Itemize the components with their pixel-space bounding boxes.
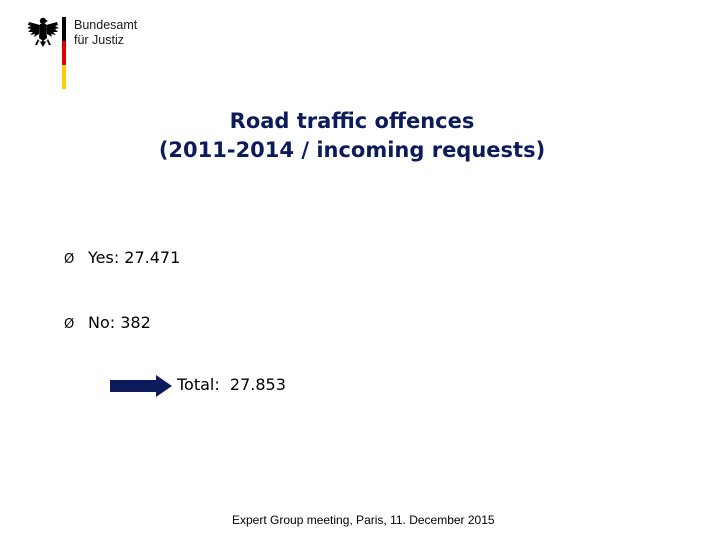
org-name-line2: für Justiz bbox=[74, 33, 125, 47]
bullet-yes bbox=[64, 248, 180, 270]
organization-name bbox=[74, 18, 137, 48]
federal-eagle-icon bbox=[26, 14, 60, 54]
german-flag-bar bbox=[62, 17, 66, 89]
slide-title-line1: Road traffic offences bbox=[229, 109, 475, 133]
bullet-yes-label: Yes: 27.471 bbox=[88, 248, 181, 267]
bullet-no bbox=[64, 313, 151, 335]
slide-title-line2: (2011-2014 / incoming requests) bbox=[158, 138, 546, 162]
org-name-line1: Bundesamt bbox=[74, 18, 138, 32]
flag-black-segment bbox=[62, 17, 66, 41]
total-label: Total: 27.853 bbox=[177, 375, 286, 394]
right-arrow-icon bbox=[108, 374, 174, 398]
flag-gold-segment bbox=[62, 65, 66, 89]
flag-red-segment bbox=[62, 41, 66, 65]
footer-text: Expert Group meeting, Paris, 11. December 2015 bbox=[232, 513, 495, 527]
bullet-arrow-icon: Ø bbox=[64, 252, 75, 267]
slide-title bbox=[0, 107, 704, 165]
bullet-arrow-icon: Ø bbox=[64, 317, 75, 332]
bullet-no-label: No: 382 bbox=[88, 313, 151, 332]
logo bbox=[26, 14, 156, 92]
